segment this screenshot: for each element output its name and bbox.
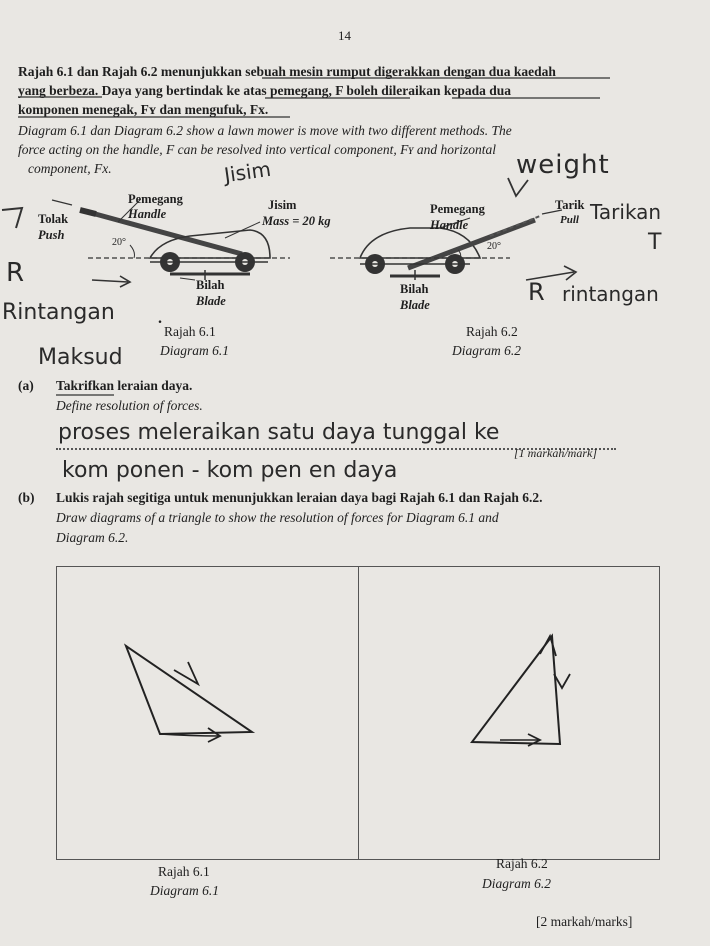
triangle-6-1-caption-english: Diagram 6.1 — [150, 883, 220, 898]
answer-a-handwritten-line-2: kom ponen - kom pen en daya — [62, 458, 398, 483]
answer-a-handwritten-line-1: proses meleraikan satu daya tunggal ke — [58, 420, 500, 445]
angle-label-2: 20° — [487, 241, 501, 252]
triangle-6-2-caption-english: Diagram 6.2 — [482, 876, 552, 891]
question-b-label: (b) — [18, 490, 35, 505]
handwritten-weight: weight — [516, 150, 610, 180]
push-label-malay: Tolak — [38, 212, 69, 226]
blade-label-english-2: Blade — [400, 298, 430, 312]
question-a-english: Define resolution of forces. — [56, 398, 203, 413]
intro-malay-line-3: komponen menegak, Fʏ dan mengufuk, Fx. — [18, 102, 269, 117]
diagram-6-2-caption-malay: Rajah 6.2 — [466, 324, 518, 339]
handwritten-rintangan-left: Rintangan — [2, 300, 115, 325]
blade-label-malay-2: Bilah — [400, 282, 429, 296]
answer-box-divider — [358, 566, 359, 860]
handwritten-scribble: Jisim — [222, 156, 273, 188]
blade-label-malay-1: Bilah — [196, 278, 225, 292]
question-b-english-line-2: Diagram 6.2. — [56, 530, 129, 545]
dot-marker: . — [158, 310, 162, 327]
mass-label-malay: Jisim — [268, 198, 297, 212]
intro-malay-line-2: yang berbeza. Daya yang bertindak ke atas pemegang, F boleh dileraikan kepada dua — [18, 83, 512, 98]
mass-label-english: Mass = 20 kg — [262, 214, 331, 228]
triangle-6-1 — [120, 640, 320, 760]
diagram-6-1-caption-english: Diagram 6.1 — [160, 343, 230, 358]
handwritten-maksud: Maksud — [38, 345, 123, 370]
intro-malay-line-1: Rajah 6.1 dan Rajah 6.2 menunjukkan sebuah mesin rumput digerakkan dengan dua kaedah — [18, 64, 556, 79]
question-a-marks: [1 markah/mark] — [514, 446, 597, 460]
question-b-marks: [2 markah/marks] — [536, 914, 633, 929]
pull-label-malay: Tarik — [555, 198, 585, 212]
handle-label-malay-1: Pemegang — [128, 192, 183, 206]
handwritten-tarikan: Tarikan — [590, 200, 662, 224]
angle-label-1: 20° — [112, 237, 126, 248]
page-number: 14 — [338, 28, 351, 43]
pull-label-english: Pull — [560, 214, 579, 226]
triangle-6-2 — [460, 630, 620, 790]
handwritten-r-right: R — [528, 278, 545, 306]
intro-english-line-3: component, Fx. — [28, 161, 112, 176]
triangle-6-2-caption-malay: Rajah 6.2 — [496, 856, 548, 871]
handle-label-malay-2: Pemegang — [430, 202, 485, 216]
handwritten-rintangan-right: rintangan — [562, 282, 659, 306]
handwritten-r-left: R — [6, 258, 25, 288]
intro-english-line-2: force acting on the handle, F can be resolved into vertical component, Fʏ and horizontal — [18, 142, 496, 157]
handwritten-t: T — [648, 230, 662, 255]
handle-label-english-1: Handle — [128, 207, 167, 221]
handle-label-english-2: Handle — [430, 218, 469, 232]
triangle-6-1-caption-malay: Rajah 6.1 — [158, 864, 210, 879]
question-b-english-line-1: Draw diagrams of a triangle to show the resolution of forces for Diagram 6.1 and — [56, 510, 499, 525]
question-a-label: (a) — [18, 378, 34, 393]
blade-label-english-1: Blade — [196, 294, 226, 308]
diagram-6-1-caption-malay: Rajah 6.1 — [164, 324, 216, 339]
diagram-6-2-caption-english: Diagram 6.2 — [452, 343, 522, 358]
question-a-malay: Takrifkan leraian daya. — [56, 378, 193, 393]
intro-english-line-1: Diagram 6.1 dan Diagram 6.2 show a lawn mower is move with two different methods. The — [18, 123, 512, 138]
question-b-malay: Lukis rajah segitiga untuk menunjukkan leraian daya bagi Rajah 6.1 dan Rajah 6.2. — [56, 490, 543, 505]
push-label-english: Push — [38, 228, 65, 242]
